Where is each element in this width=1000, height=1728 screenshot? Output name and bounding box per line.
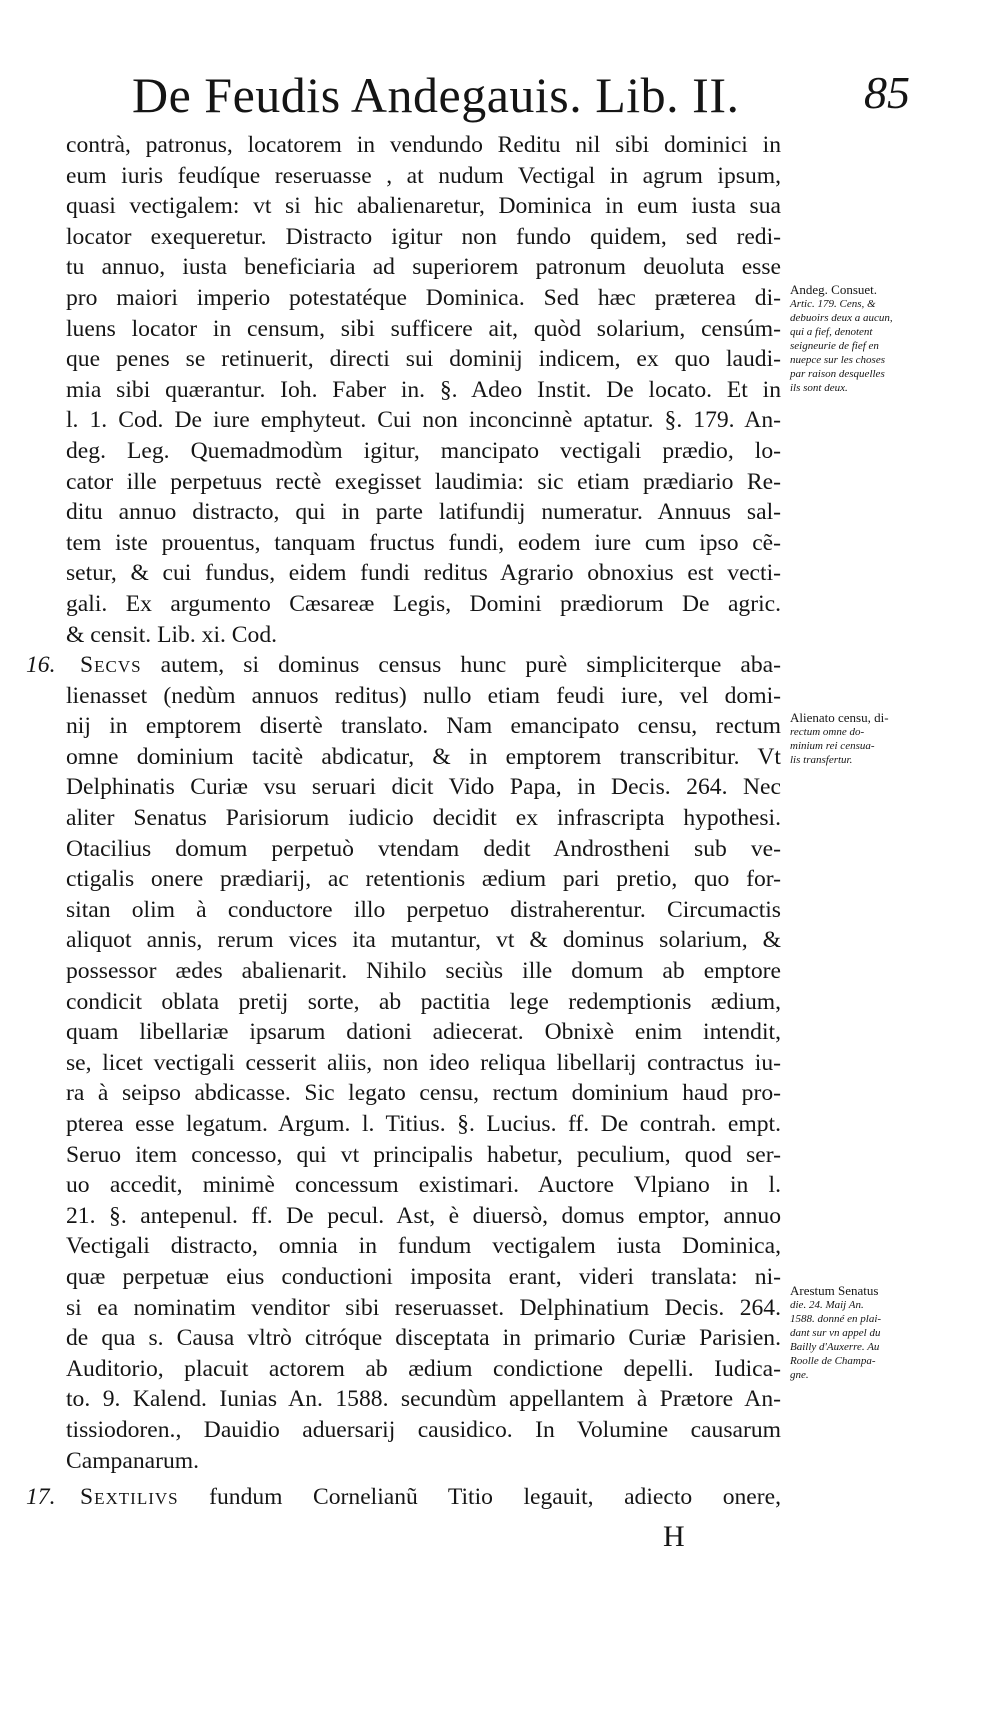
margin-note-line: par raison desquelles (790, 368, 885, 380)
text-line (66, 1201, 781, 1232)
page-number: 85 (864, 67, 910, 118)
text-line (66, 1017, 781, 1048)
text-line-content: ra à seipso abdicasse. Sic legato censu, rectum dominium haud pro- (66, 1080, 781, 1107)
text-line (66, 558, 781, 589)
paragraph-initial-word: Secvs (80, 652, 142, 679)
text-line (66, 1354, 781, 1385)
paragraph-initial-word: Sextilivs (80, 1484, 179, 1511)
text-line-content: Auditorio, placuit actorem ab ædium condictione depelli. Iudica- (66, 1355, 781, 1382)
text-line-content: se, licet vectigali cesserit aliis, non ideo reliqua libellarij contractus iu- (66, 1049, 781, 1076)
text-line (66, 344, 781, 375)
margin-note-alienato-censu (790, 710, 960, 767)
margin-note-line: Artic. 179. Cens, & (790, 298, 876, 310)
running-header (120, 66, 910, 126)
text-line (66, 436, 781, 467)
margin-note-line: seigneurie de fief en (790, 340, 879, 352)
text-line-content: condicit oblata pretij sorte, ab pactitia lege redemptionis ædium, (66, 988, 781, 1015)
text-line (66, 742, 781, 773)
margin-note-line: nuepce sur les choses (790, 354, 886, 366)
text-line-content: quam libellariæ ipsarum dationi adiecerat. Obnixè enim intendit, (66, 1019, 781, 1046)
margin-note-line: Roolle de Champa- (790, 1355, 876, 1367)
text-line (66, 161, 781, 192)
text-line-content: Delphinatis Curiæ vsu seruari dicit Vido Papa, in Decis. 264. Nec (66, 774, 781, 801)
text-line (66, 1262, 781, 1293)
text-line (66, 803, 781, 834)
text-line (66, 1170, 781, 1201)
text-line (66, 925, 781, 956)
text-line (66, 681, 781, 712)
paragraph-number: 16. (26, 652, 56, 679)
text-line (66, 711, 781, 742)
text-line-content: gali. Ex argumento Cæsareæ Legis, Domini prædiorum De agric. (66, 590, 781, 617)
signature-mark: H (663, 1520, 685, 1553)
text-line (26, 650, 781, 681)
text-line (66, 620, 781, 651)
text-line-content: pro maiori imperio potestatéque Dominica. Sed hæc præterea di- (66, 284, 781, 311)
text-line-content: si ea nominatim venditor sibi reseruasset. Delphinatium Decis. 264. (66, 1294, 781, 1321)
text-line (66, 1109, 781, 1140)
margin-note-line: die. 24. Maij An. (790, 1299, 864, 1311)
text-line-content: mia sibi quærantur. Ioh. Faber in. §. Adeo Instit. De locato. Et in (66, 376, 781, 403)
text-line (66, 1078, 781, 1109)
text-line-content: omne dominium tacitè abdicatur, & in emptorem transcribitur. Vt (66, 743, 781, 770)
text-line (66, 864, 781, 895)
text-line-content: & censit. Lib. xi. Cod. (66, 621, 278, 648)
margin-note-line: rectum omne do- (790, 726, 865, 738)
text-line (66, 1415, 781, 1446)
text-line-content: deg. Leg. Quemadmodùm igitur, mancipato vectigali prædio, lo- (66, 437, 781, 464)
text-line-content: tem iste prouentus, tanquam fructus fundi, eodem iure cum ipso cẽ- (66, 529, 781, 556)
text-line (66, 772, 781, 803)
text-line (66, 528, 781, 559)
text-line-content: tu annuo, iusta beneficiaria ad superiorem patronum deuoluta esse (66, 254, 781, 281)
text-line-content: nij in emptorem disertè translato. Nam emancipato censu, rectum (66, 713, 781, 740)
margin-note-line: lis transfertur. (790, 754, 853, 766)
margin-note-line: Alienato censu, di- (790, 710, 889, 725)
text-line-content: que penes se retinuerit, directi sui dominij indicem, ex quo laudi- (66, 346, 781, 373)
text-line (66, 130, 781, 161)
text-line (66, 1384, 781, 1415)
margin-note-line: dant sur vn appel du (790, 1327, 881, 1339)
text-line-content: Vectigali distracto, omnia in fundum vectigalem iusta Dominica, (66, 1233, 781, 1260)
text-line (66, 314, 781, 345)
text-line-content: autem, si dominus census hunc purè simpliciterque aba- (141, 652, 781, 679)
running-title: De Feudis Andegauis. Lib. II. (132, 67, 740, 123)
text-line-content: possessor ædes abalienarit. Nihilo seciùs ille domum ab emptore (66, 958, 781, 985)
margin-note-line: Arestum Senatus (790, 1283, 879, 1298)
text-line-content: tissiodoren., Dauidio aduersarij causidico. In Volumine causarum (66, 1416, 781, 1443)
text-line-content: l. 1. Cod. De iure emphyteut. Cui non inconcinnè aptatur. §. 179. An- (66, 407, 781, 434)
main-text-block (26, 130, 781, 1513)
text-line (66, 589, 781, 620)
text-line-content: setur, & cui fundus, eidem fundi reditus Agrario obnoxius est vecti- (66, 560, 781, 587)
paragraph-number: 17. (26, 1484, 56, 1511)
text-line-content: locator exequeretur. Distracto igitur non fundo quidem, sed redi- (66, 223, 781, 250)
text-line (66, 834, 781, 865)
text-line-content: de qua s. Causa vltrò citróque disceptata in primario Curiæ Parisien. (66, 1325, 781, 1352)
text-line (66, 467, 781, 498)
text-line (66, 1048, 781, 1079)
margin-note-line: gne. (790, 1369, 809, 1381)
text-line (66, 1446, 781, 1477)
margin-note-line: 1588. donné en plai- (790, 1313, 882, 1325)
text-line-content: Otacilius domum perpetuò vtendam dedit Androstheni sub ve- (66, 835, 781, 862)
text-line-content: sitan olim à conductore illo perpetuo distraherentur. Circumactis (66, 896, 781, 923)
text-line (66, 1293, 781, 1324)
text-line (66, 252, 781, 283)
text-line-content: lienasset (nedùm annuos reditus) nullo etiam feudi iure, vel domi- (66, 682, 781, 709)
text-line-content: Campanarum. (66, 1447, 200, 1474)
text-line-content: aliquot annis, rerum vices ita mutantur, vt & dominus solarium, & (66, 927, 781, 954)
margin-note-line: ils sont deux. (790, 382, 848, 394)
text-line-content: uo accedit, minimè concessum existimari. Auctore Vlpiano in l. (66, 1172, 781, 1199)
text-line (66, 497, 781, 528)
margin-note-andeg-consuet (790, 282, 960, 395)
text-line-content: contrà, patronus, locatorem in vendundo Reditu nil sibi dominici in (66, 132, 781, 158)
margin-note-line: Bailly d'Auxerre. Au (790, 1341, 880, 1353)
text-line (66, 1140, 781, 1171)
margin-note-line: Andeg. Consuet. (790, 282, 878, 297)
text-line (66, 191, 781, 222)
text-line (66, 1323, 781, 1354)
margin-note-line: qui a fief, denotent (790, 326, 873, 338)
text-line-content: aliter Senatus Parisiorum iudicio decidit ex infrascripta hypothesi. (66, 805, 781, 832)
text-line-content: eum iuris feudíque reseruasse , at nudum Vectigal in agrum ipsum, (66, 162, 781, 189)
text-line-content: ditu annuo distracto, qui in parte latifundij numeratur. Annuus sal- (66, 499, 781, 526)
text-line-content: quæ perpetuæ eius conductioni imposita erant, videri translata: ni- (66, 1263, 781, 1290)
text-line-content: quasi vectigalem: vt si hic abalienaretur, Dominica in eum iusta sua (66, 193, 781, 220)
text-line-content: cator ille perpetuus rectè exegisset laudimia: sic etiam prædiario Re- (66, 468, 781, 495)
text-line (66, 987, 781, 1018)
text-line (66, 405, 781, 436)
text-line-content: fundum Cornelianũ Titio legauit, adiecto onere, (178, 1484, 781, 1511)
text-line-content: luens locator in censum, sibi sufficere ait, quòd solarium, censúm- (66, 315, 781, 342)
text-line-content: ctigalis onere prædiarij, ac retentionis ædium pari pretio, quo for- (66, 866, 781, 893)
margin-note-arestum-senatus (790, 1283, 960, 1382)
text-line-content: Seruo item concesso, qui vt principalis habetur, peculium, quod ser- (66, 1141, 781, 1168)
text-line (66, 222, 781, 253)
margin-note-line: debuoirs deux a aucun, (790, 312, 893, 324)
text-line-content: pterea esse legatum. Argum. l. Titius. §. Lucius. ff. De contrah. empt. (66, 1111, 781, 1137)
text-line (66, 283, 781, 314)
text-line (66, 375, 781, 406)
text-line (26, 1482, 781, 1513)
margin-note-line: minium rei censua- (790, 740, 875, 752)
text-line-content: to. 9. Kalend. Iunias An. 1588. secundùm appellantem à Prætore An- (66, 1386, 781, 1413)
text-line (66, 956, 781, 987)
text-line (66, 1231, 781, 1262)
text-line (66, 895, 781, 926)
text-line-content: 21. §. antepenul. ff. De pecul. Ast, è diuersò, domus emptor, annuo (66, 1202, 781, 1229)
